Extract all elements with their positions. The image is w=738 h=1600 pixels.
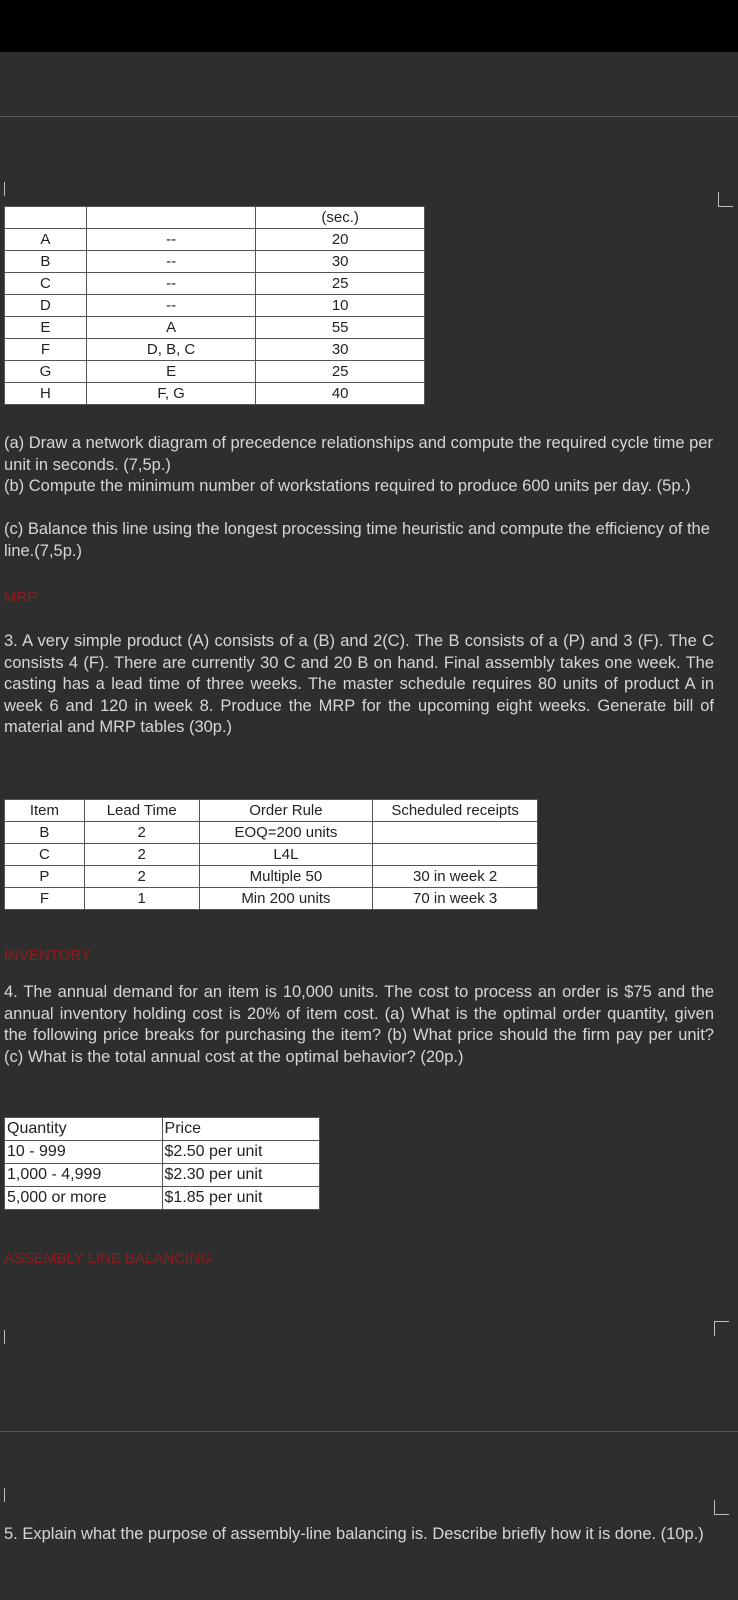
table-cell: $1.85 per unit <box>162 1187 319 1210</box>
table-cell: H <box>5 383 87 405</box>
table-cell: 55 <box>256 317 425 339</box>
table-cell: Min 200 units <box>199 888 373 910</box>
table-cell: 30 <box>256 339 425 361</box>
page-corner-mark <box>714 1500 729 1515</box>
question-5: 5. Explain what the purpose of assembly-line balancing is. Describe briefly how it is done. (10p.) <box>4 1525 704 1543</box>
table-cell: 10 <box>256 295 425 317</box>
table-row <box>5 339 425 361</box>
table-row <box>5 229 425 251</box>
table-cell: 20 <box>256 229 425 251</box>
table-cell: 1,000 - 4,999 <box>5 1164 163 1187</box>
table-cell: 25 <box>256 361 425 383</box>
table-cell: F, G <box>86 383 256 405</box>
price-break-table <box>4 1117 320 1210</box>
section-heading-mrp: MRP <box>4 589 38 606</box>
table-header-cell: Scheduled receipts <box>373 800 538 822</box>
table-cell: C <box>5 844 85 866</box>
table-cell: 5,000 or more <box>5 1187 163 1210</box>
page-divider-top <box>0 116 738 117</box>
table-cell: -- <box>86 229 256 251</box>
table-row <box>5 866 538 888</box>
table-cell <box>373 844 538 866</box>
table-row <box>5 295 425 317</box>
top-status-bar <box>0 0 738 52</box>
table-cell: 2 <box>84 822 199 844</box>
table-cell: -- <box>86 295 256 317</box>
table-header-cell: Order Rule <box>199 800 373 822</box>
table-row <box>5 251 425 273</box>
page-corner-mark <box>4 182 19 196</box>
question-a: (a) Draw a network diagram of precedence relationships and compute the required cycle time per unit in seconds. (7,5p.) <box>4 434 713 474</box>
section-heading-inventory: INVENTORY <box>4 947 91 964</box>
table-cell: B <box>5 822 85 844</box>
table-header-row <box>5 207 425 229</box>
table-header-cell: Price <box>162 1118 319 1141</box>
table-cell: D <box>5 295 87 317</box>
table-cell: EOQ=200 units <box>199 822 373 844</box>
table-cell: 25 <box>256 273 425 295</box>
table-cell: A <box>86 317 256 339</box>
table-cell: P <box>5 866 85 888</box>
table-cell <box>373 822 538 844</box>
table-header-cell: Quantity <box>5 1118 163 1141</box>
table-cell: C <box>5 273 87 295</box>
page-corner-mark <box>714 1321 729 1336</box>
table-row <box>5 1164 320 1187</box>
table-row <box>5 1141 320 1164</box>
table-row <box>5 888 538 910</box>
table-cell: 30 <box>256 251 425 273</box>
page-corner-mark <box>718 192 733 207</box>
question-b: (b) Compute the minimum number of workstations required to produce 600 units per day. (5p.) <box>4 477 691 495</box>
table-cell: $2.30 per unit <box>162 1164 319 1187</box>
page-divider-bottom <box>0 1431 738 1432</box>
table-cell: 1 <box>84 888 199 910</box>
table-row <box>5 844 538 866</box>
table-header-cell: Item <box>5 800 85 822</box>
table-header-cell: (sec.) <box>256 207 425 229</box>
table-row <box>5 273 425 295</box>
question-4: 4. The annual demand for an item is 10,000 units. The cost to process an order is $75 and the annual inventory holding cost is 20% of item cost. (a) What is the optimal order quantity, given the following price breaks for purchasing the item? (b) What price should the firm pay per unit? (c) What is the total annual cost at the optimal behavior? (20p.) <box>4 983 714 1066</box>
page-corner-mark <box>4 1330 19 1344</box>
table-cell: -- <box>86 273 256 295</box>
mrp-item-table <box>4 799 538 910</box>
table-cell: G <box>5 361 87 383</box>
precedence-table <box>4 206 425 405</box>
table-row <box>5 383 425 405</box>
question-3: 3. A very simple product (A) consists of a (B) and 2(C). The B consists of a (P) and 3 (F). The C consists 4 (F). There are currently 30 C and 20 B on hand. Final assembly takes one week. The casting has a lead time of three weeks. The master schedule requires 80 units of product A in week 6 and 120 in week 8. Produce the MRP for the upcoming eight weeks. Generate bill of material and MRP tables (30p.) <box>4 632 714 736</box>
table-cell: 30 in week 2 <box>373 866 538 888</box>
table-header-cell: Lead Time <box>84 800 199 822</box>
question-c: (c) Balance this line using the longest processing time heuristic and compute the efficiency of the line.(7,5p.) <box>4 520 710 560</box>
table-cell: 2 <box>84 866 199 888</box>
table-cell: A <box>5 229 87 251</box>
page-corner-mark <box>4 1488 19 1502</box>
table-cell: 2 <box>84 844 199 866</box>
table-cell: 10 - 999 <box>5 1141 163 1164</box>
section-heading-assembly: ASSEMBLY LINE BALANCING <box>4 1250 212 1267</box>
table-row <box>5 317 425 339</box>
table-cell: -- <box>86 251 256 273</box>
table-cell: 70 in week 3 <box>373 888 538 910</box>
table-cell: D, B, C <box>86 339 256 361</box>
table-header-row <box>5 1118 320 1141</box>
table-header-cell <box>5 207 87 229</box>
table-cell: $2.50 per unit <box>162 1141 319 1164</box>
table-row <box>5 361 425 383</box>
table-cell: F <box>5 888 85 910</box>
table-row <box>5 1187 320 1210</box>
table-cell: E <box>86 361 256 383</box>
table-row <box>5 822 538 844</box>
table-cell: B <box>5 251 87 273</box>
table-cell: Multiple 50 <box>199 866 373 888</box>
table-cell: E <box>5 317 87 339</box>
table-cell: L4L <box>199 844 373 866</box>
table-header-cell <box>86 207 256 229</box>
table-cell: F <box>5 339 87 361</box>
table-header-row <box>5 800 538 822</box>
table-cell: 40 <box>256 383 425 405</box>
